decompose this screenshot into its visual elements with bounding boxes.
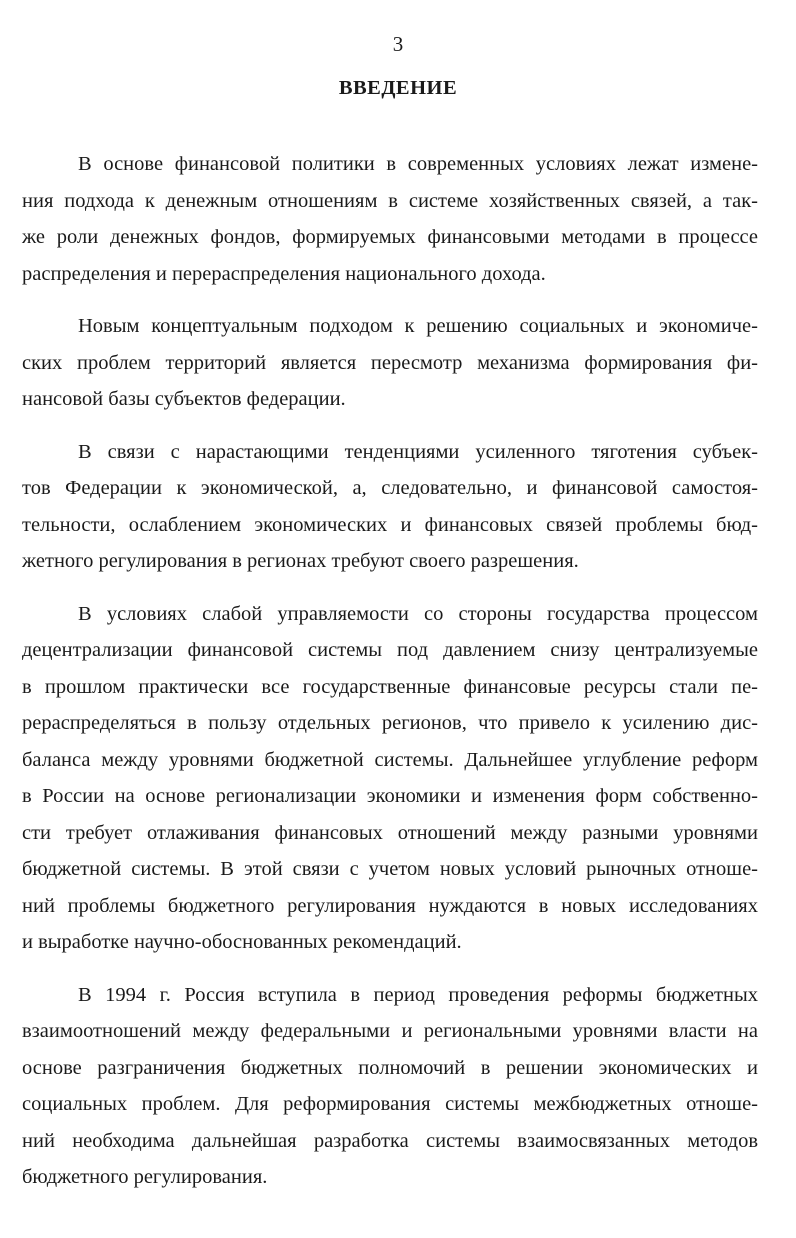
paragraph-5: [22, 977, 758, 1196]
paragraph-line: рераспределяться в пользу отдельных регионов, что привело к усилению дис-: [22, 712, 758, 734]
paragraph-3: [22, 434, 758, 580]
paragraph-line: ний необходима дальнейшая разработка системы взаимосвязанных методов: [22, 1129, 758, 1152]
paragraph-4: [22, 596, 758, 961]
paragraph-line: В условиях слабой управляемости со стороны государства процессом: [78, 602, 758, 625]
page-number: 3: [392, 32, 404, 56]
paragraph-line: и выработке научно-обоснованных рекомендаций.: [22, 931, 462, 953]
section-heading: ВВЕДЕНИЕ: [338, 77, 458, 99]
paragraph-line: бюджетного регулирования.: [22, 1166, 268, 1188]
paragraph-line: основе разграничения бюджетных полномочий в решении экономических и: [22, 1056, 758, 1079]
paragraph-line: В 1994 г. Россия вступила в период проведения реформы бюджетных: [78, 983, 758, 1006]
paragraph-line: Новым концептуальным подходом к решению социальных и экономиче-: [78, 315, 758, 337]
paragraph-line: В основе финансовой политики в современных условиях лежат измене-: [78, 153, 758, 175]
paragraph-line: бюджетной системы. В этой связи с учетом новых условий рыночных отноше-: [22, 858, 758, 880]
paragraph-line: жетного регулирования в регионах требуют своего разрешения.: [22, 550, 579, 572]
paragraph-line: тов Федерации к экономической, а, следовательно, и финансовой самостоя-: [22, 477, 758, 499]
paragraph-line: децентрализации финансовой системы под давлением снизу централизуемые: [22, 639, 758, 661]
paragraph-line: нансовой базы субъектов федерации.: [22, 388, 346, 410]
paragraph-line: ний проблемы бюджетного регулирования нуждаются в новых исследованиях: [22, 894, 758, 917]
paragraph-line: взаимоотношений между федеральными и региональными уровнями власти на: [22, 1020, 758, 1042]
paragraph-line: ских проблем территорий является пересмотр механизма формирования фи-: [22, 351, 758, 374]
body-text: [22, 146, 758, 1196]
paragraph-line: в России на основе регионализации экономики и изменения форм собственно-: [22, 785, 758, 807]
paragraph-line: сти требует отлаживания финансовых отношений между разными уровнями: [22, 821, 758, 844]
paragraph-line: В связи с нарастающими тенденциями усиленного тяготения субъек-: [78, 440, 758, 463]
paragraph-line: социальных проблем. Для реформирования системы межбюджетных отноше-: [22, 1093, 758, 1115]
paragraph-line: в прошлом практически все государственные финансовые ресурсы стали пе-: [22, 675, 758, 698]
paragraph-line: баланса между уровнями бюджетной системы. Дальнейшее углубление реформ: [22, 748, 758, 771]
paragraph-2: [22, 308, 758, 418]
paragraph-line: тельности, ослаблением экономических и финансовых связей проблемы бюд-: [22, 513, 758, 536]
paragraph-line: ния подхода к денежным отношениям в системе хозяйственных связей, а так-: [22, 189, 758, 212]
paragraph-line: распределения и перераспределения национального дохода.: [22, 262, 546, 285]
paragraph-1: [22, 146, 758, 292]
paragraph-line: же роли денежных фондов, формируемых финансовыми методами в процессе: [22, 226, 758, 248]
